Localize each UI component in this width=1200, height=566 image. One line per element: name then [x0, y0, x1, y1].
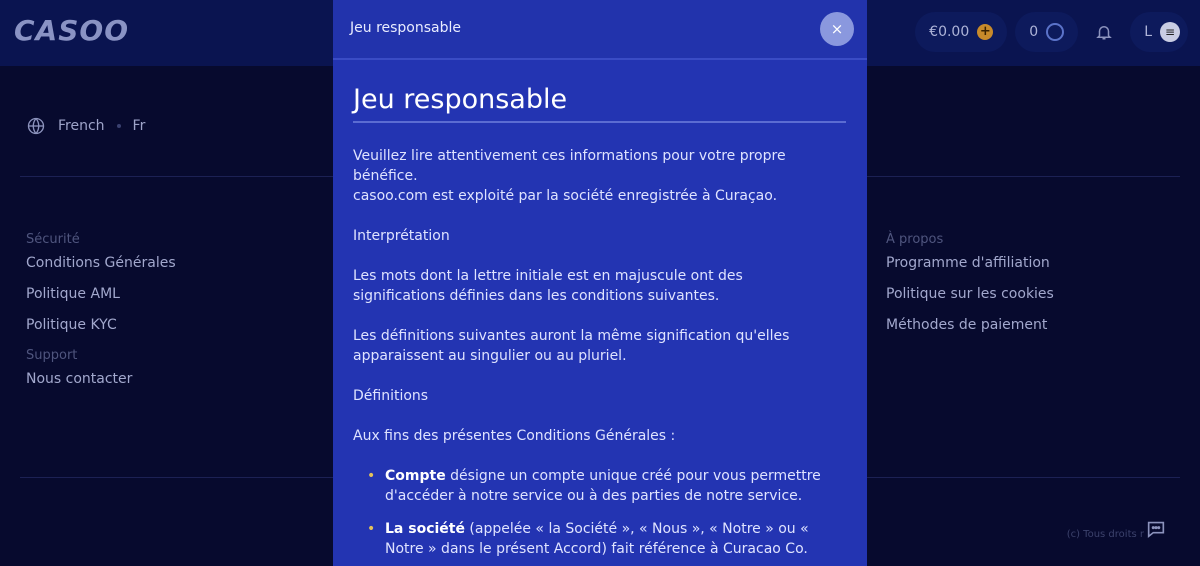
menu-icon[interactable]: ≡: [1160, 22, 1180, 42]
paragraph-interpretation-heading: Interprétation: [353, 228, 450, 244]
bullet-dot: •: [367, 468, 376, 484]
support-heading: Support: [26, 348, 78, 363]
footer-link-contact[interactable]: Nous contacter: [26, 371, 133, 387]
paragraph-purpose: Aux fins des présentes Conditions Générales :: [353, 428, 676, 444]
footer-link-kyc[interactable]: Politique KYC: [26, 317, 117, 333]
paragraph-intro: Veuillez lire attentivement ces informations pour votre propre bénéfice.: [353, 148, 786, 184]
footer-link-cookies[interactable]: Politique sur les cookies: [886, 286, 1054, 302]
security-heading: Sécurité: [26, 232, 80, 247]
modal-header: [333, 0, 867, 60]
language-code: Fr: [132, 118, 146, 134]
paragraph-definitions-meaning: Les définitions suivantes auront la même signification qu'elles apparaissent au singulier ou au pluriel.: [353, 328, 790, 364]
user-initial: L: [1144, 24, 1152, 40]
list-definition: (appelée « la Société », « Nous », « Notre » ou « Notre » dans le présent Accord) fait référence à Curacao Co.: [385, 521, 809, 557]
modal-body: [353, 84, 843, 557]
gems-count: 0: [1029, 24, 1039, 40]
copyright-text: (c) Tous droits r: [1066, 529, 1144, 540]
paragraph-operator: casoo.com est exploité par la société enregistrée à Curaçao.: [353, 188, 778, 204]
deposit-plus-icon[interactable]: +: [977, 24, 993, 40]
list-item: [367, 519, 837, 559]
footer-link-terms[interactable]: Conditions Générales: [26, 255, 176, 271]
footer-link-payment[interactable]: Méthodes de paiement: [886, 317, 1048, 333]
footer-link-affiliate[interactable]: Programme d'affiliation: [886, 255, 1050, 271]
modal-title: Jeu responsable: [353, 84, 846, 123]
language-name: French: [58, 118, 105, 134]
bullet-dot: •: [367, 521, 376, 537]
about-heading: À propos: [886, 232, 944, 247]
list-item: [367, 466, 837, 506]
list-term: La société: [385, 521, 465, 537]
responsible-gaming-modal: [333, 0, 867, 566]
footer-link-aml[interactable]: Politique AML: [26, 286, 120, 302]
modal-header-title: Jeu responsable: [350, 20, 462, 36]
paragraph-definitions-heading: Définitions: [353, 388, 429, 404]
balance-amount: €0.00: [929, 24, 970, 40]
list-term: Compte: [385, 468, 446, 484]
close-button[interactable]: ×: [820, 12, 854, 46]
paragraph-capitalized-words: Les mots dont la lettre initiale est en majuscule ont des significations définies dans les conditions suivantes.: [353, 268, 743, 304]
casoo-logo[interactable]: CASOO: [14, 13, 129, 47]
list-definition: désigne un compte unique créé pour vous permettre d'accéder à notre service ou à des parties de notre service.: [385, 468, 821, 504]
